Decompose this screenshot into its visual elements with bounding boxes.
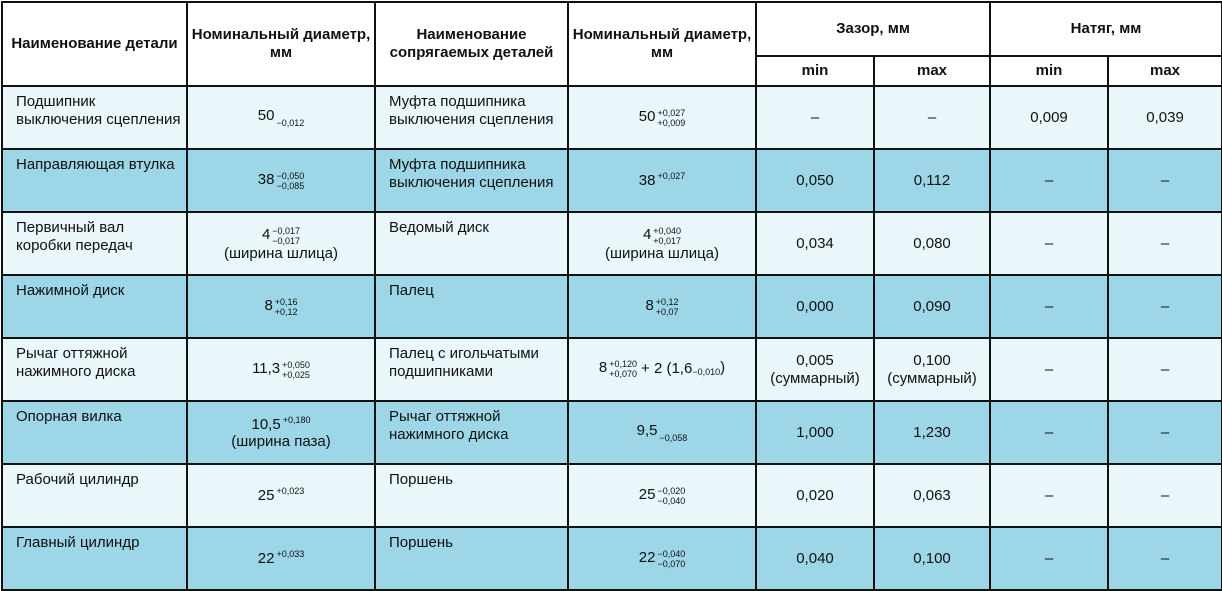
clearance-max: 0,090 bbox=[874, 275, 990, 338]
dimension-base: 10,5 bbox=[251, 416, 281, 434]
tolerance-table bbox=[1, 1, 1222, 591]
nominal-diameter-mating bbox=[568, 86, 756, 149]
clearance-min: 0,000 bbox=[756, 275, 874, 338]
clearance-min: – bbox=[756, 86, 874, 149]
tolerance-lower: −0,058 bbox=[659, 432, 688, 443]
part-name: Рычаг оттяжной нажимного диска bbox=[2, 338, 187, 401]
tolerance bbox=[276, 171, 304, 191]
dimension-note: (ширина шлица) bbox=[223, 244, 339, 262]
clearance-min: 0,034 bbox=[756, 212, 874, 275]
dimension-base: 50 bbox=[638, 108, 656, 126]
nominal-diameter bbox=[187, 464, 375, 527]
tolerance-upper: +0,120 bbox=[609, 358, 638, 369]
dimension-base: 50 bbox=[257, 106, 275, 124]
header-clearance-min: min bbox=[756, 56, 874, 86]
nominal-diameter bbox=[187, 149, 375, 212]
nominal-diameter bbox=[187, 527, 375, 590]
tolerance bbox=[276, 118, 304, 128]
tolerance-upper: −0,017 bbox=[272, 225, 301, 236]
tolerance-lower: +0,07 bbox=[655, 306, 679, 317]
tolerance-upper: +0,180 bbox=[282, 415, 311, 426]
tolerance bbox=[657, 549, 685, 569]
dimension-base: 25 bbox=[257, 487, 275, 505]
tolerance bbox=[609, 359, 637, 379]
dimension-base: 25 bbox=[638, 486, 656, 504]
dimension-suffix: + 2 (1,6 bbox=[641, 359, 693, 377]
tolerance-lower: −0,040 bbox=[657, 495, 686, 506]
table-row bbox=[2, 401, 1222, 464]
clearance-max: – bbox=[874, 86, 990, 149]
nominal-diameter-mating bbox=[568, 527, 756, 590]
header-interference-min: min bbox=[990, 56, 1108, 86]
header-interference: Натяг, мм bbox=[990, 2, 1222, 56]
tolerance-lower: −0,070 bbox=[657, 558, 686, 569]
tolerance bbox=[657, 171, 685, 181]
table-row bbox=[2, 527, 1222, 590]
nominal-diameter bbox=[187, 86, 375, 149]
header-clearance-max: max bbox=[874, 56, 990, 86]
tolerance-lower: −0,085 bbox=[276, 180, 305, 191]
clearance-max: 0,100 (суммарный) bbox=[874, 338, 990, 401]
header-nominal-diameter-2: Номинальный диаметр, мм bbox=[568, 2, 756, 86]
nominal-diameter-mating bbox=[568, 212, 756, 275]
clearance-max: 0,063 bbox=[874, 464, 990, 527]
interference-max: – bbox=[1108, 527, 1222, 590]
tolerance-lower: +0,025 bbox=[282, 369, 310, 380]
clearance-max: 0,100 bbox=[874, 527, 990, 590]
interference-max: – bbox=[1108, 338, 1222, 401]
header-clearance: Зазор, мм bbox=[756, 2, 990, 56]
nominal-diameter bbox=[187, 401, 375, 464]
tolerance-upper: +0,040 bbox=[653, 225, 682, 236]
nominal-diameter-mating bbox=[568, 338, 756, 401]
tolerance-upper: −0,050 bbox=[276, 170, 305, 181]
dimension-base: 11,3 bbox=[252, 360, 281, 378]
interference-min: – bbox=[990, 275, 1108, 338]
tolerance-lower: +0,009 bbox=[657, 117, 686, 128]
mating-part-name: Ведомый диск bbox=[375, 212, 568, 275]
table-row bbox=[2, 212, 1222, 275]
tolerance-lower: +0,070 bbox=[609, 368, 638, 379]
table-row bbox=[2, 338, 1222, 401]
tolerance-upper: −0,020 bbox=[657, 485, 686, 496]
nominal-diameter bbox=[187, 212, 375, 275]
dimension-base: 8 bbox=[645, 297, 654, 315]
dimension-base: 38 bbox=[638, 172, 656, 190]
interference-min: 0,009 bbox=[990, 86, 1108, 149]
clearance-min: 0,020 bbox=[756, 464, 874, 527]
tolerance-upper: +0,027 bbox=[657, 107, 686, 118]
tolerance-upper: +0,16 bbox=[274, 296, 298, 307]
part-name: Рабочий цилиндр bbox=[2, 464, 187, 527]
interference-max: – bbox=[1108, 401, 1222, 464]
dimension-base: 9,5 bbox=[636, 421, 658, 439]
part-name: Опорная вилка bbox=[2, 401, 187, 464]
dimension-base: 8 bbox=[264, 297, 273, 315]
tolerance-lower: −0,017 bbox=[272, 235, 301, 246]
tolerance bbox=[272, 226, 300, 246]
tolerance-upper: +0,027 bbox=[657, 171, 686, 182]
nominal-diameter-mating bbox=[568, 275, 756, 338]
interference-min: – bbox=[990, 212, 1108, 275]
tolerance-lower: +0,12 bbox=[274, 306, 298, 317]
table-row bbox=[2, 464, 1222, 527]
part-name: Главный цилиндр bbox=[2, 527, 187, 590]
tolerance bbox=[657, 108, 685, 128]
mating-part-name: Поршень bbox=[375, 527, 568, 590]
clearance-min: 0,005 (суммарный) bbox=[756, 338, 874, 401]
table-row bbox=[2, 149, 1222, 212]
dimension-base: 8 bbox=[598, 359, 608, 377]
interference-min: – bbox=[990, 527, 1108, 590]
interference-max: – bbox=[1108, 275, 1222, 338]
mating-part-name: Муфта подшипника выключения сцепления bbox=[375, 86, 568, 149]
dimension-note: (ширина паза) bbox=[231, 432, 331, 450]
interference-min: – bbox=[990, 338, 1108, 401]
interference-min: – bbox=[990, 464, 1108, 527]
table-row bbox=[2, 86, 1222, 149]
clearance-max: 0,112 bbox=[874, 149, 990, 212]
nominal-diameter-mating bbox=[568, 401, 756, 464]
header-nominal-diameter: Номинальный диаметр, мм bbox=[187, 2, 375, 86]
clearance-min: 0,050 bbox=[756, 149, 874, 212]
tolerance-lower: +0,017 bbox=[653, 235, 682, 246]
header-interference-max: max bbox=[1108, 56, 1222, 86]
dimension-base: 22 bbox=[638, 549, 656, 567]
dimension-base: 4 bbox=[642, 226, 652, 244]
part-name: Подшипник выключения сцепления bbox=[2, 86, 187, 149]
clearance-max: 1,230 bbox=[874, 401, 990, 464]
interference-min: – bbox=[990, 401, 1108, 464]
tolerance bbox=[656, 297, 679, 317]
tolerance bbox=[653, 226, 681, 246]
tolerance-upper: −0,040 bbox=[657, 548, 686, 559]
clearance-max: 0,080 bbox=[874, 212, 990, 275]
interference-max: – bbox=[1108, 149, 1222, 212]
nominal-diameter bbox=[187, 338, 375, 401]
tolerance bbox=[660, 433, 688, 443]
interference-max: – bbox=[1108, 464, 1222, 527]
mating-part-name: Палец bbox=[375, 275, 568, 338]
dimension-suffix-end: ) bbox=[720, 359, 726, 377]
interference-min: – bbox=[990, 149, 1108, 212]
mating-part-name: Муфта подшипника выключения сцепления bbox=[375, 149, 568, 212]
tolerance-upper: +0,033 bbox=[276, 549, 305, 560]
clearance-min: 0,040 bbox=[756, 527, 874, 590]
nominal-diameter bbox=[187, 275, 375, 338]
table-body bbox=[2, 86, 1222, 590]
interference-max: 0,039 bbox=[1108, 86, 1222, 149]
tolerance-lower: −0,012 bbox=[276, 117, 305, 128]
tolerance bbox=[276, 486, 304, 496]
part-name: Первичный вал коробки передач bbox=[2, 212, 187, 275]
nominal-diameter-mating bbox=[568, 149, 756, 212]
tolerance-upper: +0,023 bbox=[276, 486, 305, 497]
tolerance bbox=[276, 549, 304, 559]
interference-max: – bbox=[1108, 212, 1222, 275]
tolerance-upper: +0,12 bbox=[655, 296, 679, 307]
tolerance bbox=[283, 415, 311, 425]
nominal-diameter-mating bbox=[568, 464, 756, 527]
dimension-base: 38 bbox=[257, 171, 275, 189]
tolerance bbox=[282, 360, 310, 380]
tolerance bbox=[275, 297, 298, 317]
table-row bbox=[2, 275, 1222, 338]
mating-part-name: Палец с игольчатыми подшипниками bbox=[375, 338, 568, 401]
mating-part-name: Поршень bbox=[375, 464, 568, 527]
clearance-min: 1,000 bbox=[756, 401, 874, 464]
part-name: Нажимной диск bbox=[2, 275, 187, 338]
dimension-base: 4 bbox=[261, 226, 271, 244]
tolerance bbox=[657, 486, 685, 506]
dimension-base: 22 bbox=[257, 550, 275, 568]
mating-part-name: Рычаг оттяжной нажимного диска bbox=[375, 401, 568, 464]
tolerance-upper: +0,050 bbox=[282, 359, 310, 370]
dimension-note: (ширина шлица) bbox=[604, 244, 720, 262]
dimension-suffix-tolerance: −0,010 bbox=[692, 367, 721, 378]
part-name: Направляющая втулка bbox=[2, 149, 187, 212]
header-part-name: Наименование детали bbox=[2, 2, 187, 86]
header-mating-parts: Наименование сопрягаемых деталей bbox=[375, 2, 568, 86]
